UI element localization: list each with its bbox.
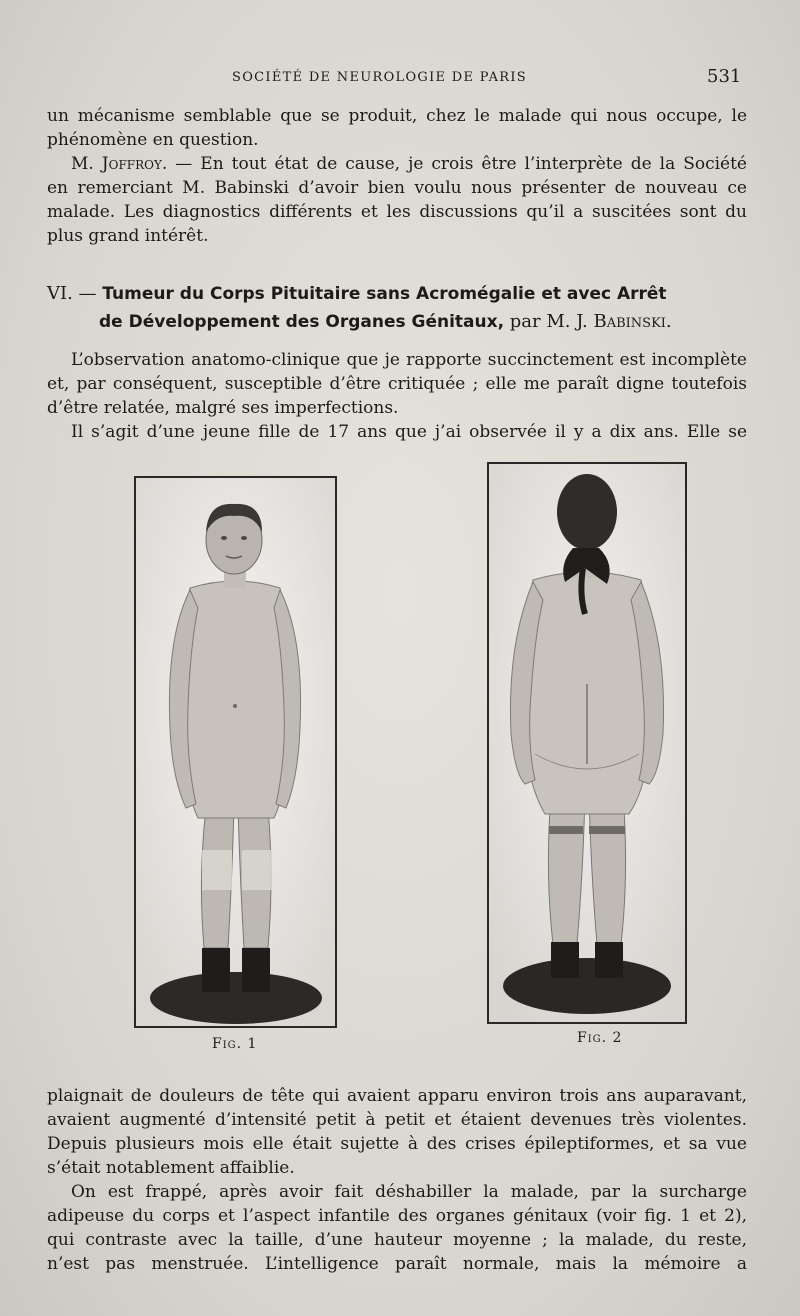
text-line: qui contraste avec la taille, d’une hauteur moyenne ; la malade, du reste, [47, 1230, 747, 1250]
section-title: Tumeur du Corps Pituitaire sans Acromégalie et avec Arrêt [102, 284, 667, 304]
text-line: plaignait de douleurs de tête qui avaient apparu environ trois ans auparavant, [47, 1086, 747, 1106]
text-line: s’était notablement affaiblie. [47, 1158, 295, 1178]
heading-line [47, 308, 752, 336]
text-line: On est frappé, après avoir fait déshabiller la malade, par la surcharge [71, 1182, 747, 1202]
figure-2-caption: Fig. 2 [577, 1030, 623, 1046]
text-line: phénomène en question. [47, 130, 259, 150]
text-span: — En tout état de cause, je crois être l’interprète de la Société [167, 154, 747, 174]
running-head [0, 66, 800, 90]
text-line: d’être relatée, malgré ses imperfections. [47, 398, 399, 418]
author-name: Babinski. [593, 311, 672, 332]
heading-line [47, 280, 752, 308]
section-number: VI. — [47, 283, 97, 304]
text-line: n’est pas menstruée. L’intelligence paraît normale, mais la mémoire a [47, 1254, 747, 1274]
text-line: avaient augmenté d’intensité petit à petit et étaient devenues très violentes. [47, 1110, 747, 1130]
figure-1-caption: Fig. 1 [212, 1036, 258, 1052]
paragraph-continuation [47, 104, 747, 152]
section-title-cont: de Développement des Organes Génitaux, [99, 312, 505, 332]
author-prefix: par M. J. [504, 311, 594, 332]
figure-1-illustration [136, 478, 335, 1026]
text-line: malade. Les diagnostics différents et les discussions qu’il a suscitées sont du [47, 202, 747, 222]
figure-2-illustration [489, 464, 685, 1022]
text-line: et, par conséquent, susceptible d’être critiquée ; elle me paraît digne toutefois [47, 374, 747, 394]
page-number: 531 [707, 66, 742, 87]
running-title: SOCIÉTÉ DE NEUROLOGIE DE PARIS [232, 70, 527, 85]
text-line: en remerciant M. Babinski d’avoir bien voulu nous présenter de nouveau ce [47, 178, 747, 198]
text-line [47, 152, 747, 176]
figure-2-photo [487, 462, 687, 1024]
text-line: adipeuse du corps et l’aspect infantile des organes génitaux (voir fig. 1 et 2), [47, 1206, 747, 1226]
text-line: Depuis plusieurs mois elle était sujette à des crises épileptiformes, et sa vue [47, 1134, 747, 1154]
text-line: un mécanisme semblable que se produit, chez le malade qui nous occupe, le [47, 106, 747, 126]
paragraph-observation [47, 348, 747, 444]
section-heading [47, 280, 752, 336]
text-line: Il s’agit d’une jeune fille de 17 ans que j’ai observée il y a dix ans. Elle se [71, 422, 747, 442]
speaker-name: M. Joffroy. [71, 154, 168, 174]
paragraph-continuation-2 [47, 1084, 747, 1180]
text-line: L’observation anatomo-clinique que je rapporte succinctement est incomplète [71, 350, 747, 370]
text-line: plus grand intérêt. [47, 226, 209, 246]
paragraph-examination [47, 1180, 747, 1276]
figure-1-photo [134, 476, 337, 1028]
paragraph-joffroy [47, 152, 747, 248]
